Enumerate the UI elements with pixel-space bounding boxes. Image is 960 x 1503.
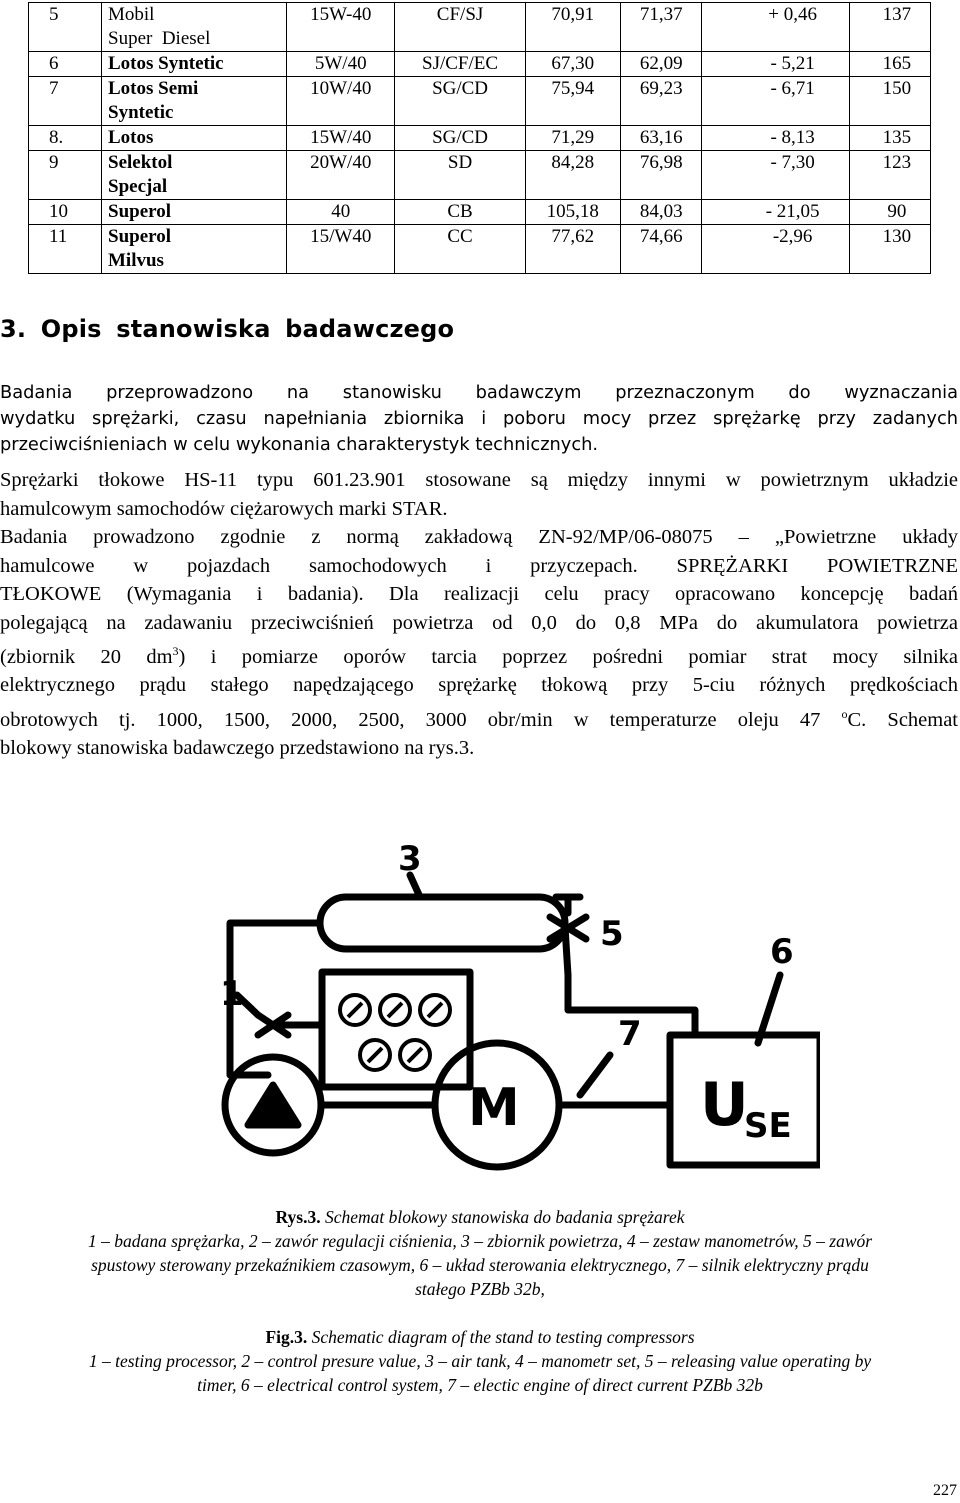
air-tank xyxy=(320,897,565,949)
table-cell-no: 11 xyxy=(29,225,102,274)
superscript-degree: o xyxy=(841,706,848,721)
oil-name-line: Milvus xyxy=(108,250,164,271)
label-3: 3 xyxy=(398,839,422,879)
table-cell-val-b: 76,98 xyxy=(620,151,701,200)
motor-label: M xyxy=(468,1078,520,1138)
use-label: U xyxy=(700,1070,749,1140)
oil-name-line: Syntetic xyxy=(108,102,174,123)
table-row xyxy=(29,126,931,151)
table-cell-no: 5 xyxy=(29,3,102,52)
table-row xyxy=(29,225,931,274)
superscript-dm: 3 xyxy=(172,644,179,658)
label-6: 6 xyxy=(770,932,794,972)
table-cell-last: 130 xyxy=(849,225,930,274)
table-cell-viscosity: 15W/40 xyxy=(287,126,395,151)
oil-name-line: Superol xyxy=(108,226,172,247)
oil-test-table xyxy=(28,2,931,274)
table-cell-quality: CF/SJ xyxy=(395,3,525,52)
figure-caption-en xyxy=(0,1325,960,1397)
text-fragment: ) i pomiarze oporów tarcia poprzez pośredni pomiar strat mocy silnika xyxy=(178,645,958,668)
table-cell-val-b: 84,03 xyxy=(620,200,701,225)
table-row xyxy=(29,151,931,200)
caption-title-line xyxy=(0,1325,960,1349)
table-cell-viscosity: 20W/40 xyxy=(287,151,395,200)
table-row xyxy=(29,3,931,52)
table-cell-name xyxy=(102,126,287,151)
label-1: 1 xyxy=(220,974,244,1014)
paragraph-line: wydatku sprężarki, czasu napełniania zbiornika i poboru mocy przez sprężarkę przy zadanych xyxy=(0,408,958,429)
table-row xyxy=(29,200,931,225)
paragraph-line: przeciwciśnieniach w celu wykonania charakterystyk technicznych. xyxy=(0,434,599,455)
table-cell-quality: CC xyxy=(395,225,525,274)
table-cell-no: 9 xyxy=(29,151,102,200)
table-cell-last: 150 xyxy=(849,77,930,126)
oil-name-line: Lotos Syntetic xyxy=(108,53,224,74)
table-cell-quality: SG/CD xyxy=(395,126,525,151)
table-cell-name xyxy=(102,151,287,200)
table-cell-last: 90 xyxy=(849,200,930,225)
oil-name-line: Specjal xyxy=(108,176,168,197)
paragraph-line: elektrycznego prądu stałego napędzającego sprężarkę tłokową przy 5-ciu różnych prędkościach xyxy=(0,674,958,697)
caption-line: timer, 6 – electrical control system, 7 – electic engine of direct current PZBb 32b xyxy=(197,1375,763,1395)
caption-label: Fig.3. xyxy=(265,1327,308,1347)
table-cell-name xyxy=(102,77,287,126)
oil-table-body xyxy=(29,3,931,274)
table-cell-val-a: 105,18 xyxy=(525,200,620,225)
block-diagram xyxy=(210,835,820,1205)
oil-name-line: Lotos xyxy=(108,127,154,148)
caption-title-line xyxy=(0,1205,960,1229)
paragraph-line: blokowy stanowiska badawczego przedstawiono na rys.3. xyxy=(0,737,475,760)
table-cell-no: 6 xyxy=(29,52,102,77)
paragraph-line: hamulcowym samochodów ciężarowych marki STAR. xyxy=(0,497,448,520)
paragraph-line xyxy=(0,637,958,671)
paragraph-line xyxy=(0,700,958,734)
table-cell-last: 165 xyxy=(849,52,930,77)
use-subscript: SE xyxy=(744,1106,792,1146)
section-heading: 3. Opis stanowiska badawczego xyxy=(0,315,455,343)
paragraph-line: Sprężarki tłokowe HS-11 typu 601.23.901 stosowane są między innymi w powietrznym układzie xyxy=(0,469,958,491)
paragraph-line: polegającą na zadawaniu przeciwciśnień powietrza od 0,0 do 0,8 MPa do akumulatora powietrza xyxy=(0,611,958,634)
page-number: 227 xyxy=(933,1482,957,1499)
paragraph-3 xyxy=(0,523,958,763)
table-cell-val-b: 62,09 xyxy=(620,52,701,77)
table-cell-val-a: 77,62 xyxy=(525,225,620,274)
oil-name-line: Mobil xyxy=(108,4,155,25)
table-cell-val-b: 71,37 xyxy=(620,3,701,52)
oil-name-line: Lotos Semi xyxy=(108,78,199,99)
table-cell-name xyxy=(102,3,287,52)
caption-line: 1 – badana sprężarka, 2 – zawór regulacji ciśnienia, 3 – zbiornik powietrza, 4 – zestaw manometrów, 5 – zawór xyxy=(87,1231,873,1251)
caption-line: 1 – testing processor, 2 – control presure value, 3 – air tank, 4 – manometr set, 5 – releasing value operating by xyxy=(88,1351,872,1371)
paragraph-1 xyxy=(0,380,958,458)
table-cell-diff: - 6,71 xyxy=(702,77,849,126)
text-fragment: (zbiornik 20 dm xyxy=(0,645,173,668)
paragraph-line: hamulcowe w pojazdach samochodowych i przyczepach. SPRĘŻARKI POWIETRZNE xyxy=(0,554,958,577)
table-cell-val-a: 70,91 xyxy=(525,3,620,52)
caption-title: Schemat blokowy stanowiska do badania sprężarek xyxy=(320,1207,685,1227)
table-cell-viscosity: 40 xyxy=(287,200,395,225)
caption-title: Schematic diagram of the stand to testing compressors xyxy=(307,1327,695,1347)
table-cell-diff: -2,96 xyxy=(702,225,849,274)
table-cell-quality: SG/CD xyxy=(395,77,525,126)
table-cell-viscosity: 5W/40 xyxy=(287,52,395,77)
table-cell-viscosity: 15/W40 xyxy=(287,225,395,274)
table-cell-no: 10 xyxy=(29,200,102,225)
table-cell-diff: - 8,13 xyxy=(702,126,849,151)
table-row xyxy=(29,52,931,77)
table-cell-viscosity: 10W/40 xyxy=(287,77,395,126)
table-cell-no: 8. xyxy=(29,126,102,151)
paragraph-line: Badania przeprowadzono na stanowisku badawczym przeznaczonym do wyznaczania xyxy=(0,382,958,403)
table-cell-name xyxy=(102,225,287,274)
paragraph-2 xyxy=(0,466,958,523)
table-cell-val-b: 74,66 xyxy=(620,225,701,274)
text-fragment: C. Schemat xyxy=(847,708,959,731)
table-cell-diff: + 0,46 xyxy=(702,3,849,52)
table-cell-last: 137 xyxy=(849,3,930,52)
oil-name-line: Super Diesel xyxy=(108,28,211,49)
caption-label: Rys.3. xyxy=(275,1207,321,1227)
table-cell-name xyxy=(102,52,287,77)
table-cell-last: 123 xyxy=(849,151,930,200)
table-cell-viscosity: 15W-40 xyxy=(287,3,395,52)
table-cell-val-b: 69,23 xyxy=(620,77,701,126)
table-cell-quality: CB xyxy=(395,200,525,225)
table-cell-diff: - 5,21 xyxy=(702,52,849,77)
figure-caption-pl xyxy=(0,1205,960,1301)
table-row xyxy=(29,77,931,126)
table-cell-diff: - 7,30 xyxy=(702,151,849,200)
text-fragment: obrotowych tj. 1000, 1500, 2000, 2500, 3000 obr/min w temperaturze oleju 47 xyxy=(0,708,842,731)
table-cell-name xyxy=(102,200,287,225)
table-cell-val-a: 71,29 xyxy=(525,126,620,151)
caption-line: spustowy sterowany przekaźnikiem czasowym, 6 – układ sterowania elektrycznego, 7 – silnik elektryczny prądu xyxy=(91,1255,869,1275)
oil-name-line: Superol xyxy=(108,201,172,222)
caption-line: stałego PZBb 32b, xyxy=(415,1279,545,1299)
label-5: 5 xyxy=(600,914,624,954)
table-cell-val-a: 67,30 xyxy=(525,52,620,77)
paragraph-line: TŁOKOWE (Wymagania i badania). Dla realizacji celu pracy opracowano koncepcję badań xyxy=(0,583,958,605)
table-cell-quality: SJ/CF/EC xyxy=(395,52,525,77)
table-cell-last: 135 xyxy=(849,126,930,151)
table-cell-val-a: 75,94 xyxy=(525,77,620,126)
table-cell-val-a: 84,28 xyxy=(525,151,620,200)
table-cell-val-b: 63,16 xyxy=(620,126,701,151)
paragraph-line: Badania prowadzono zgodnie z normą zakładową ZN-92/MP/06-08075 – „Powietrzne układy xyxy=(0,526,958,548)
table-cell-no: 7 xyxy=(29,77,102,126)
label-7: 7 xyxy=(618,1014,642,1054)
table-cell-quality: SD xyxy=(395,151,525,200)
oil-name-line: Selektol xyxy=(108,152,173,173)
pipe-tank-valve xyxy=(565,927,568,975)
table-cell-diff: - 21,05 xyxy=(702,200,849,225)
